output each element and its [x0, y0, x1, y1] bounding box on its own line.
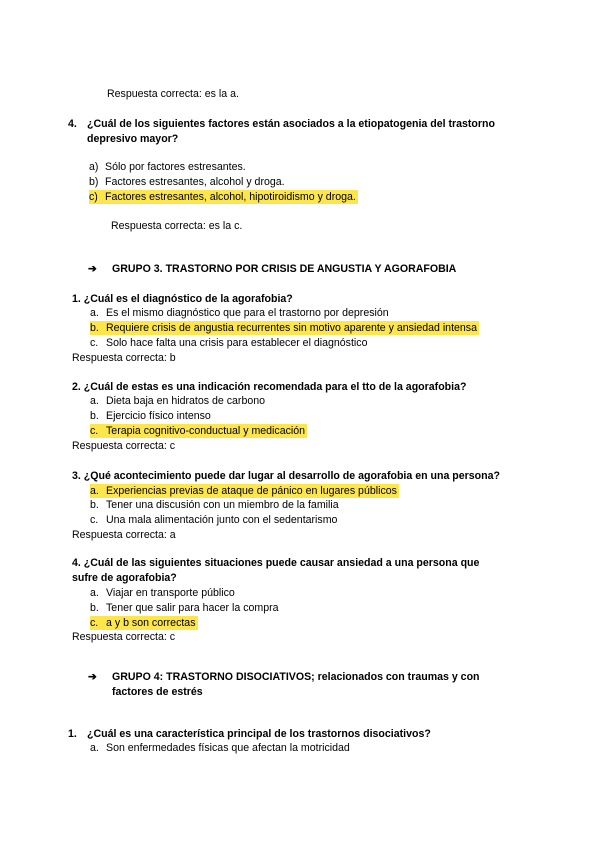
option-text: Solo hace falta una crisis para establecer el diagnóstico — [106, 337, 368, 349]
arrow-icon: ➔ — [88, 263, 97, 275]
option-text: Viajar en transporte público — [106, 587, 235, 599]
arrow-icon: ➔ — [88, 671, 97, 683]
question-text: 1. ¿Cuál es el diagnóstico de la agorafobia? — [72, 293, 293, 305]
option-text: Ejercicio físico intenso — [106, 410, 211, 422]
option-text: Tener que salir para hacer la compra — [106, 602, 279, 614]
option-text: Experiencias previas de ataque de pánico en lugares públicos — [106, 485, 397, 497]
option-c — [90, 513, 337, 527]
group-title-continued: factores de estrés — [112, 686, 203, 698]
option-label: c) — [89, 191, 98, 203]
group-3-heading — [88, 262, 456, 276]
option-a — [90, 306, 389, 320]
option-text: Es el mismo diagnóstico que para el trastorno por depresión — [106, 307, 389, 319]
option-a — [90, 586, 235, 600]
option-text: Dieta baja en hidratos de carbono — [106, 395, 266, 407]
option-text: Requiere crisis de angustia recurrentes sin motivo aparente y ansiedad intensa — [106, 322, 477, 334]
option-label: b) — [89, 176, 99, 188]
option-text: Son enfermedades físicas que afectan la motricidad — [106, 742, 350, 754]
option-text: a y b son correctas — [106, 617, 196, 629]
option-text: Terapia cognitivo-conductual y medicación — [106, 425, 306, 437]
option-b — [89, 175, 285, 189]
option-text: Factores estresantes, alcohol y droga. — [105, 176, 285, 188]
option-b — [90, 498, 339, 512]
option-c-correct — [90, 616, 198, 630]
question-text-continued: sufre de agorafobia? — [72, 572, 177, 584]
option-label: a. — [90, 395, 99, 407]
option-label: b. — [90, 602, 99, 614]
answer: Respuesta correcta: c — [72, 440, 176, 452]
answer: Respuesta correcta: c — [72, 631, 176, 643]
question-text: 2. ¿Cuál de estas es una indicación recomendada para el tto de la agorafobia? — [72, 381, 467, 393]
option-text: Una mala alimentación junto con el sedentarismo — [106, 514, 338, 526]
option-a-correct — [90, 484, 399, 498]
option-label: b. — [90, 410, 99, 422]
option-label: b. — [90, 499, 99, 511]
option-label: a. — [90, 742, 99, 754]
question-text: ¿Cuál es una característica principal de los trastornos disociativos? — [87, 728, 431, 740]
option-label: a. — [90, 485, 99, 497]
group-title: GRUPO 3. TRASTORNO POR CRISIS DE ANGUSTIA Y AGORAFOBIA — [112, 263, 457, 275]
option-a — [89, 160, 246, 174]
option-label: a. — [90, 307, 99, 319]
question-text: 3. ¿Qué acontecimiento puede dar lugar al desarrollo de agorafobia en una persona? — [72, 470, 500, 482]
group-title — [88, 670, 480, 684]
option-label: c. — [90, 425, 99, 437]
question-text: ¿Cuál de los siguientes factores están asociados a la etiopatogenia del trastorno — [87, 118, 495, 130]
option-text: Tener una discusión con un miembro de la familia — [106, 499, 339, 511]
option-label: b. — [90, 322, 99, 334]
option-label: c. — [90, 514, 99, 526]
question-text: 4. ¿Cuál de las siguientes situaciones puede causar ansiedad a una persona que — [72, 557, 480, 569]
option-label: a. — [90, 587, 99, 599]
question-number: 1. — [68, 728, 77, 740]
option-b-correct — [90, 321, 479, 335]
option-label: a) — [89, 161, 99, 173]
option-c-correct — [89, 190, 358, 204]
option-b — [90, 601, 279, 615]
option-label: c. — [90, 617, 99, 629]
question-number: 4. — [68, 118, 77, 130]
option-a — [90, 741, 350, 755]
previous-answer: Respuesta correcta: es la a. — [107, 88, 239, 100]
option-a — [90, 394, 265, 408]
answer: Respuesta correcta: es la c. — [111, 220, 243, 232]
option-c-correct — [90, 424, 307, 438]
question-text-continued: depresivo mayor? — [87, 133, 179, 145]
group-title-text: GRUPO 4: TRASTORNO DISOCIATIVOS; relacionados con traumas y con — [112, 671, 480, 683]
option-c — [90, 336, 367, 350]
answer: Respuesta correcta: a — [72, 529, 176, 541]
option-b — [90, 409, 211, 423]
answer: Respuesta correcta: b — [72, 352, 176, 364]
option-label: c. — [90, 337, 99, 349]
option-text: Sólo por factores estresantes. — [105, 161, 246, 173]
option-text: Factores estresantes, alcohol, hipotiroidismo y droga. — [105, 191, 356, 203]
